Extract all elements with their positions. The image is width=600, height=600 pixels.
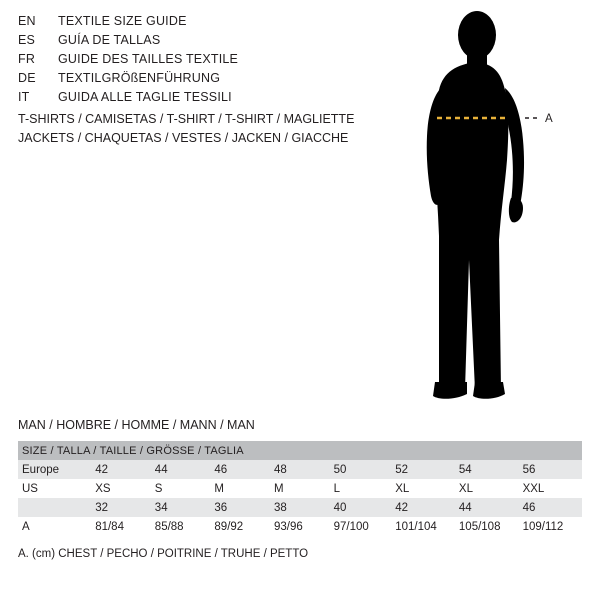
table-title: MAN / HOMBRE / HOMME / MANN / MAN xyxy=(18,418,255,432)
cell-a-1: 85/88 xyxy=(151,517,211,536)
language-text-it: GUIDA ALLE TAGLIE TESSILI xyxy=(58,90,232,104)
cell-a-4: 97/100 xyxy=(330,517,392,536)
cell-us-5: XL xyxy=(391,479,455,498)
cell-europe-0: 42 xyxy=(91,460,151,479)
language-text-es: GUÍA DE TALLAS xyxy=(58,33,161,47)
measure-label-a: A xyxy=(545,113,554,125)
cell-a-6: 105/108 xyxy=(455,517,519,536)
language-code-en: EN xyxy=(18,14,36,28)
cell-usnum-5: 42 xyxy=(391,498,455,517)
language-code-it: IT xyxy=(18,90,30,104)
cell-europe-1: 44 xyxy=(151,460,211,479)
language-row-it xyxy=(18,90,398,109)
language-row-es xyxy=(18,33,398,52)
cell-europe-2: 46 xyxy=(210,460,270,479)
cell-a-3: 93/96 xyxy=(270,517,330,536)
category-line-jackets: JACKETS / CHAQUETAS / VESTES / JACKEN / GIACCHE xyxy=(18,131,349,145)
cell-us-0: XS xyxy=(91,479,151,498)
row-label-us-numeric xyxy=(18,498,91,517)
table-row xyxy=(18,479,582,498)
language-row-de xyxy=(18,71,398,90)
silhouette-svg xyxy=(395,10,595,410)
language-text-de: TEXTILGRÖßENFÜHRUNG xyxy=(58,71,221,85)
cell-us-2: M xyxy=(210,479,270,498)
cell-usnum-3: 38 xyxy=(270,498,330,517)
cell-europe-3: 48 xyxy=(270,460,330,479)
cell-a-7: 109/112 xyxy=(519,517,582,536)
cell-a-0: 81/84 xyxy=(91,517,151,536)
row-label-a: A xyxy=(18,517,91,536)
body-silhouette-figure xyxy=(395,10,595,410)
table-row xyxy=(18,498,582,517)
language-row-en xyxy=(18,14,398,33)
cell-europe-5: 52 xyxy=(391,460,455,479)
cell-us-3: M xyxy=(270,479,330,498)
language-code-es: ES xyxy=(18,33,36,47)
cell-usnum-0: 32 xyxy=(91,498,151,517)
cell-us-4: L xyxy=(330,479,392,498)
language-code-de: DE xyxy=(18,71,36,85)
language-row-fr xyxy=(18,52,398,71)
cell-usnum-2: 36 xyxy=(210,498,270,517)
cell-us-6: XL xyxy=(455,479,519,498)
row-label-europe: Europe xyxy=(18,460,91,479)
table-row xyxy=(18,517,582,536)
language-code-fr: FR xyxy=(18,52,36,66)
cell-usnum-4: 40 xyxy=(330,498,392,517)
cell-us-7: XXL xyxy=(519,479,582,498)
cell-europe-7: 56 xyxy=(519,460,582,479)
table-row xyxy=(18,460,582,479)
cell-usnum-1: 34 xyxy=(151,498,211,517)
cell-us-1: S xyxy=(151,479,211,498)
language-text-fr: GUIDE DES TAILLES TEXTILE xyxy=(58,52,239,66)
cell-europe-6: 54 xyxy=(455,460,519,479)
language-header-block xyxy=(18,14,398,109)
row-label-us: US xyxy=(18,479,91,498)
table-header-row xyxy=(18,441,582,460)
cell-usnum-6: 44 xyxy=(455,498,519,517)
footnote: A. (cm) CHEST / PECHO / POITRINE / TRUHE / PETTO xyxy=(18,548,309,560)
category-block xyxy=(18,110,418,148)
category-line-tshirts: T-SHIRTS / CAMISETAS / T-SHIRT / T-SHIRT / MAGLIETTE xyxy=(18,112,355,126)
cell-usnum-7: 46 xyxy=(519,498,582,517)
language-text-en: TEXTILE SIZE GUIDE xyxy=(58,14,187,28)
cell-a-5: 101/104 xyxy=(391,517,455,536)
size-table xyxy=(18,441,582,536)
cell-a-2: 89/92 xyxy=(210,517,270,536)
cell-europe-4: 50 xyxy=(330,460,392,479)
table-header-label: SIZE / TALLA / TAILLE / GRÖSSE / TAGLIA xyxy=(18,441,582,460)
